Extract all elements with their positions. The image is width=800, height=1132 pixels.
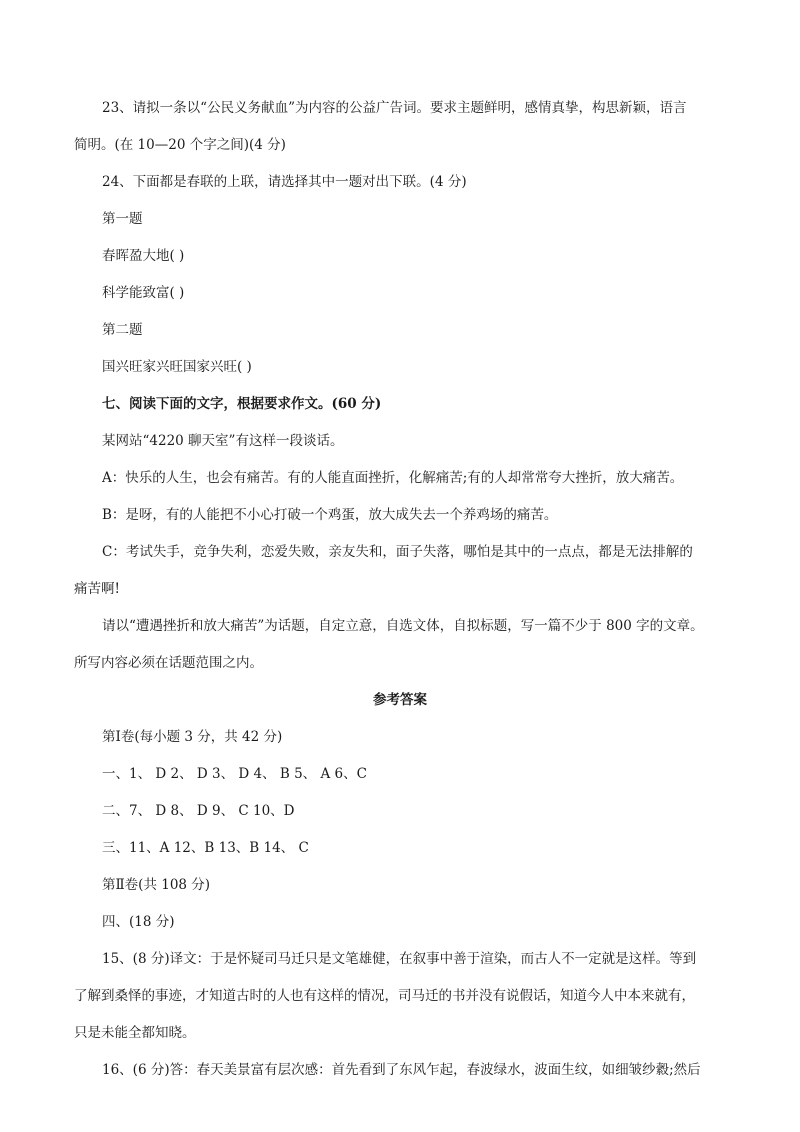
chat-b: B：是呀，有的人能把不小心打破一个鸡蛋，放大成失去一个养鸡场的痛苦。 xyxy=(102,507,558,523)
essay-prompt-line-2: 所写内容必须在话题范围之内。 xyxy=(74,655,263,671)
chat-a: A：快乐的人生，也会有痛苦。有的人能直面挫折，化解痛苦;有的人却常常夸大挫折，放大痛苦。 xyxy=(102,470,684,486)
chat-c-line-2: 痛苦啊! xyxy=(74,581,120,597)
second-question-heading: 第二题 xyxy=(102,322,143,338)
answer-15-line-2: 了解到桑怿的事迹，才知道古时的人也有这样的情况，司马迁的书并没有说假话，知道今人中本来就有， xyxy=(74,988,695,1004)
answer-key-heading: 参考答案 xyxy=(373,692,427,708)
answers-part-2: 二、7、 D 8、 D 9、 C 10、D xyxy=(102,803,295,819)
answers-part-3: 三、11、A 12、B 13、B 14、 C xyxy=(102,840,309,856)
answers-part-1: 一、1、 D 2、 D 3、 D 4、 B 5、 A 6、C xyxy=(102,766,367,782)
chat-intro: 某网站“4220 聊天室”有这样一段谈话。 xyxy=(102,433,344,449)
volume-one-heading: 第Ⅰ卷(每小题 3 分，共 42 分) xyxy=(102,729,283,745)
section-four-heading: 四、(18 分) xyxy=(102,914,175,930)
essay-prompt-line-1: 请以“遭遇挫折和放大痛苦”为话题，自定立意，自选文体，自拟标题，写一篇不少于 800 字的文章。 xyxy=(102,618,704,634)
chat-c-line-1: C：考试失手，竞争失利，恋爱失败，亲友失和，面子失落，哪怕是其中的一点点，都是无法排解的 xyxy=(102,544,693,560)
question-23-line-1: 23、请拟一条以“公民义务献血”为内容的公益广告词。要求主题鲜明，感情真挚，构思新颖，语言 xyxy=(102,100,687,116)
question-23-line-2: 简明。(在 10—20 个字之间)(4 分) xyxy=(74,137,286,153)
question-24: 24、下面都是春联的上联，请选择其中一题对出下联。(4 分) xyxy=(102,174,467,190)
answer-15-line-3: 只是未能全都知晓。 xyxy=(74,1025,196,1041)
answer-16-line-1: 16、(6 分)答：春天美景富有层次感：首先看到了东风乍起，春波绿水，波面生纹，如细皱纱縠;然后 xyxy=(102,1062,701,1078)
section-seven-heading: 七、阅读下面的文字，根据要求作文。(60 分) xyxy=(102,396,382,412)
first-question-heading: 第一题 xyxy=(102,211,143,227)
couplet-3: 国兴旺家兴旺国家兴旺( ) xyxy=(102,359,252,375)
answer-15-line-1: 15、(8 分)译文：于是怀疑司马迁只是文笔雄健，在叙事中善于渲染，而古人不一定就是这样。等到 xyxy=(102,951,697,967)
couplet-1: 春晖盈大地( ) xyxy=(102,248,185,264)
couplet-2: 科学能致富( ) xyxy=(102,285,185,301)
volume-two-heading: 第Ⅱ卷(共 108 分) xyxy=(102,877,211,893)
